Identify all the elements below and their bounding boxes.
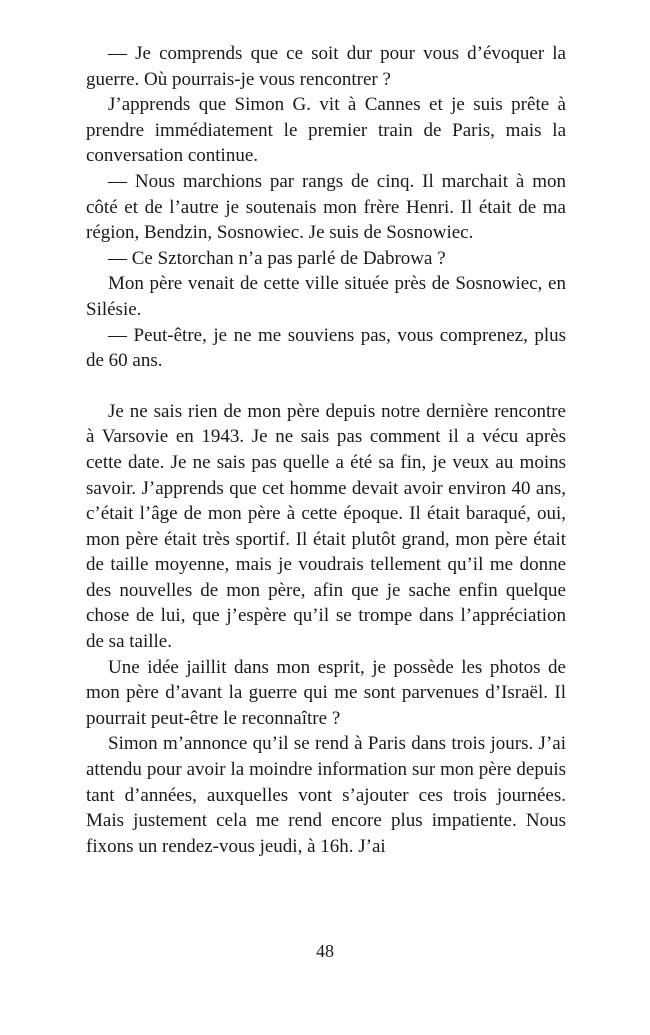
paragraph: Simon m’annonce qu’il se rend à Paris dans trois jours. J’ai attendu pour avoir la moindre information sur mon père depuis tant d’années, auxquelles vont s’ajouter ces trois journées. Mais justement cela me rend encore plus impatiente. Nous fixons un rendez-vous jeudi, à 16h. J’ai	[86, 733, 566, 857]
paragraph: — Peut-être, je ne me souviens pas, vous comprenez, plus de 60 ans.	[86, 324, 566, 372]
paragraph: Une idée jaillit dans mon esprit, je possède les photos de mon père d’avant la guerre qui me sont parvenues d’Israël. Il pourrait peut-être le reconnaître ?	[86, 656, 566, 729]
paragraph: Je ne sais rien de mon père depuis notre dernière rencontre à Varsovie en 1943. Je ne sais pas comment il a vécu après cette date. Je ne sais pas quelle a été sa fin, je veux au moins savoir. J’apprends que cet homme devait avoir environ 40 ans, c’était l’âge de mon père à cette époque. Il était baraqué, oui, mon père était très sportif. Il était plutôt grand, mon père était de taille moyenne, mais je voudrais tellement qu’il me donne des nouvelles de mon père, afin que je sache enfin quelque chose de lui, que j’espère qu’il se trompe dans l’appréciation de sa taille.	[86, 400, 566, 653]
paragraph: — Je comprends que ce soit dur pour vous d’évoquer la guerre. Où pourrais-je vous rencontrer ?	[86, 43, 566, 90]
paragraph: — Ce Sztorchan n’a pas parlé de Dabrowa ?	[108, 247, 446, 269]
section-break	[86, 374, 566, 399]
page-number: 48	[316, 941, 334, 961]
page-body	[86, 41, 566, 859]
paragraph: J’apprends que Simon G. vit à Cannes et je suis prête à prendre immédiatement le premier train de Paris, mais la conversation continue.	[86, 94, 566, 167]
paragraph: — Nous marchions par rangs de cinq. Il marchait à mon côté et de l’autre je soutenais mon frère Henri. Il était de ma région, Bendzin, Sosnowiec. Je suis de Sosnowiec.	[86, 170, 566, 244]
paragraph: Mon père venait de cette ville située près de Sosnowiec, en Silésie.	[86, 273, 566, 320]
